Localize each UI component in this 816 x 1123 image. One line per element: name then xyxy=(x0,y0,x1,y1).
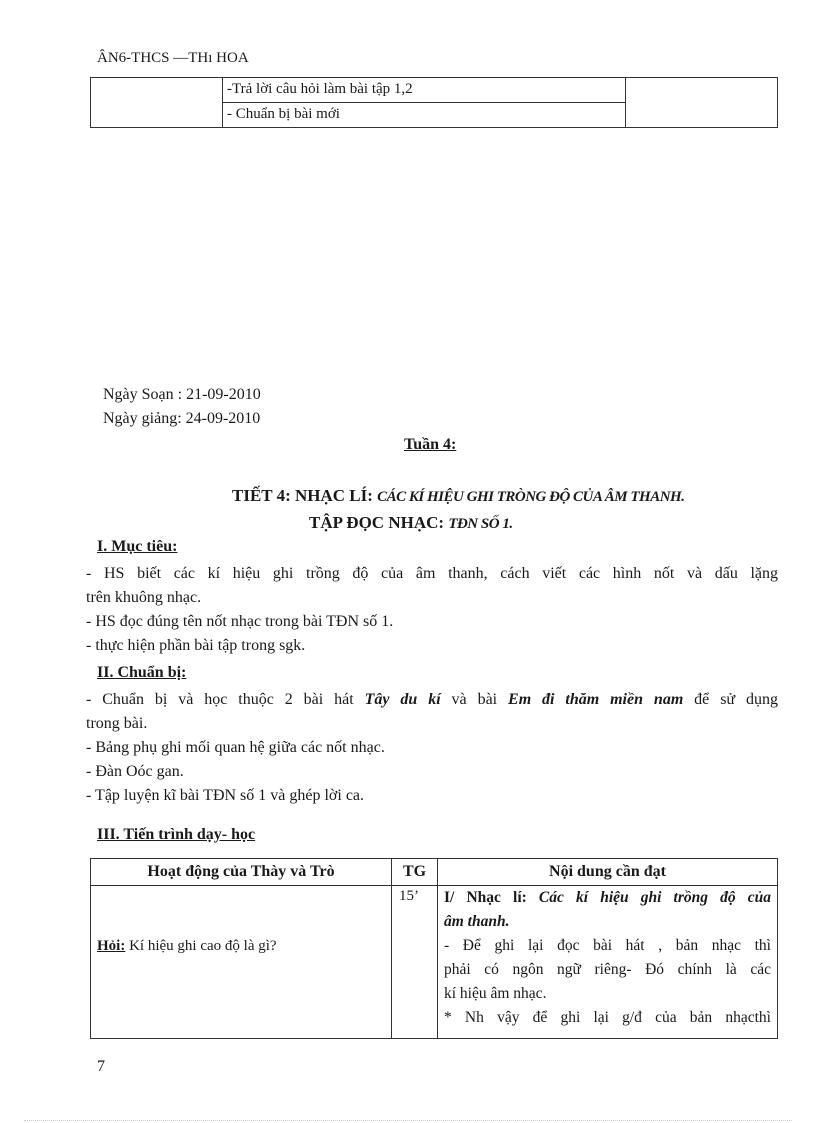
week-heading: Tuần 4: xyxy=(404,436,457,453)
preparation-text: và bài xyxy=(440,691,509,708)
col-header-content: Nội dung cần đạt xyxy=(438,859,778,886)
lesson-table xyxy=(90,858,778,1039)
preparation-line: - Tập luyện kĩ bài TĐN số 1 và ghép lời ca. xyxy=(86,787,365,804)
section-procedure-heading: III. Tiến trình dạy- học xyxy=(97,826,256,843)
content-title-topic: âm thanh. xyxy=(444,913,510,930)
section-objectives-body xyxy=(86,562,778,658)
col-header-time: TG xyxy=(392,859,438,886)
content-line: * Nh vậy để ghi lại g/đ của bản nhạcthì xyxy=(444,1009,771,1026)
preparation-line: - Đàn Oóc gan. xyxy=(86,763,184,780)
preparation-line xyxy=(86,688,778,712)
col-header-activity: Hoạt động của Thày và Trò xyxy=(91,859,392,886)
objective-line: trên khuông nhạc. xyxy=(86,589,202,606)
content-body xyxy=(438,886,777,1030)
section-preparation-body xyxy=(86,688,778,808)
dates-block xyxy=(103,383,261,431)
preparation-line: - Bảng phụ ghi mối quan hệ giữa các nốt nhạc. xyxy=(86,739,385,756)
song-title: Em đi thăm miền nam xyxy=(508,691,684,708)
page-number: 7 xyxy=(97,1058,105,1075)
content-line: phải có ngôn ngữ riêng- Đó chính là các xyxy=(444,961,771,978)
question-label: Hỏi: xyxy=(97,938,126,954)
lesson-title xyxy=(232,486,684,506)
top-table-cell-empty-left xyxy=(91,78,223,128)
activity-question xyxy=(91,886,391,958)
top-table-cell-empty-right xyxy=(626,78,778,128)
reading-title-topic: TĐN SỐ 1. xyxy=(448,516,513,532)
song-title: Tây du kí xyxy=(364,691,441,708)
cell-activity xyxy=(91,886,392,1039)
date-soan: Ngày Soạn : 21-09-2010 xyxy=(103,386,261,403)
content-line: kí hiệu âm nhạc. xyxy=(444,985,547,1002)
reading-title xyxy=(309,513,513,533)
preparation-line: trong bài. xyxy=(86,715,148,732)
top-table-line: -Trả lời câu hỏi làm bài tập 1,2 xyxy=(223,78,625,103)
lesson-title-topic: CÁC KÍ HIỆU GHI TRÒNG ĐỘ CỦA ÂM THANH. xyxy=(377,489,685,505)
content-title xyxy=(444,886,771,910)
top-table xyxy=(90,77,778,128)
reading-title-label: TẬP ĐỌC NHẠC: xyxy=(309,513,445,532)
preparation-text: để sử dụng xyxy=(683,691,779,708)
time-value: 15’ xyxy=(399,888,419,904)
date-giang: Ngày giảng: 24-09-2010 xyxy=(103,410,261,427)
objective-line: - thực hiện phần bài tập trong sgk. xyxy=(86,637,306,654)
top-table-line: - Chuẩn bị bài mới xyxy=(227,106,340,122)
content-title-topic: Các kí hiệu ghi trồng độ của xyxy=(526,889,771,906)
objective-line: - HS đọc đúng tên nốt nhạc trong bài TĐN số 1. xyxy=(86,613,394,630)
section-preparation-heading: II. Chuẩn bị: xyxy=(97,664,187,681)
lesson-title-label: TIẾT 4: NHẠC LÍ: xyxy=(232,486,373,505)
objective-line: - HS biết các kí hiệu ghi trồng độ của âm thanh, cách viết các hình nốt và dấu lặng xyxy=(86,565,778,582)
cell-content xyxy=(438,886,778,1039)
content-line: - Để ghi lại đọc bài hát , bản nhạc thì xyxy=(444,937,771,954)
preparation-text: - Chuẩn bị và học thuộc 2 bài hát xyxy=(86,691,365,708)
lesson-table-header-row xyxy=(91,859,778,886)
top-table-cell-content xyxy=(223,78,626,128)
content-title-label: I/ Nhạc lí: xyxy=(444,889,527,906)
footer-divider xyxy=(24,1120,792,1121)
content-title-line2 xyxy=(444,910,771,934)
table-row xyxy=(91,886,778,1039)
question-text: Kí hiệu ghi cao độ là gì? xyxy=(125,938,277,954)
cell-time xyxy=(392,886,438,1039)
page-header: ÂN6-THCS —THı HOA xyxy=(97,50,249,66)
section-objectives-heading: I. Mục tiêu: xyxy=(97,538,178,555)
